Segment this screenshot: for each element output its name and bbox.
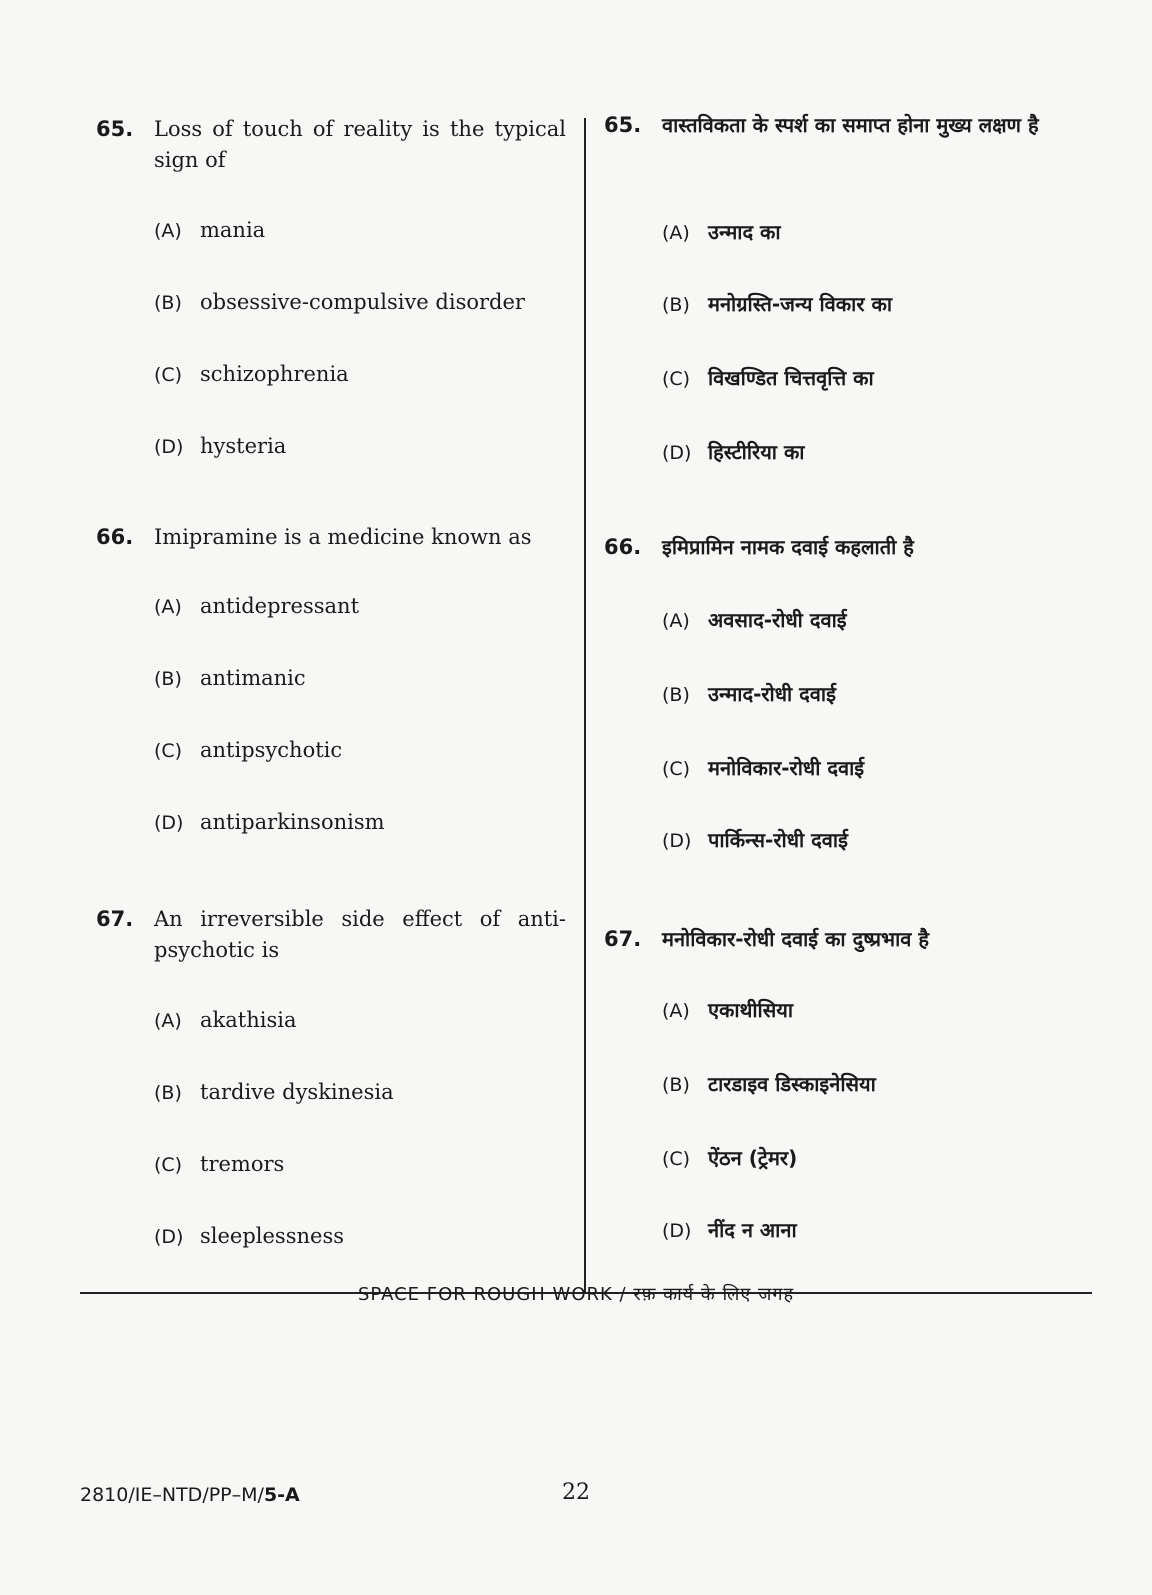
option-text: ऐंठन (ट्रेमर)	[708, 1146, 798, 1170]
option-letter: (A)	[154, 596, 182, 618]
question-text: Loss of touch of reality is the typical sign of	[154, 117, 566, 172]
option-letter: (C)	[662, 1148, 691, 1170]
option-a	[154, 1008, 296, 1032]
option-a	[154, 218, 265, 242]
option-letter: (D)	[662, 442, 692, 464]
question-text: वास्तविकता के स्पर्श का समाप्त होना मुख्य लक्षण है	[662, 113, 1039, 137]
option-c	[662, 1144, 797, 1171]
option-b	[154, 666, 306, 690]
option-b	[662, 680, 836, 707]
question-number: 66.	[96, 525, 134, 549]
option-text: tardive dyskinesia	[200, 1080, 394, 1104]
question-text: An irreversible side effect of anti-psychotic is	[154, 907, 566, 962]
option-letter: (C)	[154, 1154, 183, 1176]
question-text: Imipramine is a medicine known as	[154, 525, 532, 549]
option-text: antiparkinsonism	[200, 810, 385, 834]
page-number: 22	[562, 1480, 590, 1505]
option-letter: (D)	[662, 1220, 692, 1242]
option-text: टारडाइव डिस्काइनेसिया	[708, 1072, 876, 1096]
option-letter: (B)	[662, 684, 690, 706]
option-text: अवसाद-रोधी दवाई	[708, 608, 847, 632]
option-b	[662, 1070, 876, 1097]
option-d	[154, 1224, 344, 1248]
option-a	[154, 594, 359, 618]
option-letter: (B)	[154, 1082, 182, 1104]
option-letter: (B)	[662, 1074, 690, 1096]
option-text: नींद न आना	[708, 1218, 797, 1242]
question-number: 67.	[604, 927, 642, 951]
option-letter: (A)	[662, 610, 690, 632]
option-text: उन्माद-रोधी दवाई	[708, 682, 836, 706]
option-text: उन्माद का	[708, 220, 781, 244]
option-d	[662, 438, 804, 465]
question-66-hi	[604, 532, 1092, 852]
option-text: antimanic	[200, 666, 306, 690]
option-letter: (C)	[154, 740, 183, 762]
option-text: हिस्टीरिया का	[708, 440, 805, 464]
question-67-en	[96, 904, 566, 1248]
question-text: मनोविकार-रोधी दवाई का दुष्प्रभाव है	[662, 927, 929, 951]
option-d	[662, 1216, 797, 1243]
option-b	[154, 1080, 394, 1104]
question-66-en	[96, 522, 566, 834]
question-number: 65.	[96, 117, 134, 141]
option-d	[154, 810, 385, 834]
option-b	[662, 290, 892, 317]
option-text: tremors	[200, 1152, 285, 1176]
option-text: एकाथीसिया	[708, 998, 794, 1022]
option-c	[662, 754, 864, 781]
question-65-hi	[604, 110, 1092, 464]
option-text: antipsychotic	[200, 738, 343, 762]
option-text: antidepressant	[200, 594, 360, 618]
rough-work-label: SPACE FOR ROUGH WORK / रफ़ कार्य के लिए जगह	[357, 1284, 795, 1305]
option-text: विखण्डित चित्तवृत्ति का	[708, 366, 874, 390]
question-number: 65.	[604, 113, 642, 137]
option-c	[154, 1152, 284, 1176]
option-letter: (D)	[154, 1226, 184, 1248]
option-text: mania	[200, 218, 266, 242]
option-text: मनोग्रस्ति-जन्य विकार का	[708, 292, 893, 316]
question-number: 67.	[96, 907, 134, 931]
option-c	[154, 362, 349, 386]
option-letter: (C)	[662, 758, 691, 780]
option-c	[662, 364, 874, 391]
option-text: मनोविकार-रोधी दवाई	[708, 756, 865, 780]
option-letter: (C)	[154, 364, 183, 386]
option-b	[154, 290, 525, 314]
option-text: hysteria	[200, 434, 287, 458]
option-letter: (A)	[662, 1000, 690, 1022]
option-letter: (B)	[662, 294, 690, 316]
option-d	[154, 434, 286, 458]
option-a	[662, 218, 781, 245]
booklet-code-series: 5-A	[263, 1484, 300, 1506]
question-text: इमिप्रामिन नामक दवाई कहलाती है	[662, 535, 914, 559]
option-d	[662, 826, 848, 853]
option-text: पार्किन्स-रोधी दवाई	[708, 828, 848, 852]
column-divider	[584, 118, 586, 1292]
option-letter: (D)	[662, 830, 692, 852]
option-text: obsessive-compulsive disorder	[200, 290, 525, 314]
option-letter: (B)	[154, 292, 182, 314]
question-number: 66.	[604, 535, 642, 559]
option-c	[154, 738, 342, 762]
option-text: schizophrenia	[200, 362, 349, 386]
option-a	[662, 606, 847, 633]
option-letter: (A)	[154, 220, 182, 242]
booklet-code-prefix: 2810/IE–NTD/PP–M/	[80, 1484, 264, 1506]
option-letter: (C)	[662, 368, 691, 390]
question-65-en	[96, 114, 566, 458]
option-letter: (B)	[154, 668, 182, 690]
option-text: akathisia	[200, 1008, 297, 1032]
option-letter: (D)	[154, 812, 184, 834]
option-a	[662, 996, 793, 1023]
option-letter: (A)	[662, 222, 690, 244]
option-letter: (D)	[154, 436, 184, 458]
question-67-hi	[604, 924, 1092, 1242]
option-letter: (A)	[154, 1010, 182, 1032]
option-text: sleeplessness	[200, 1224, 344, 1248]
